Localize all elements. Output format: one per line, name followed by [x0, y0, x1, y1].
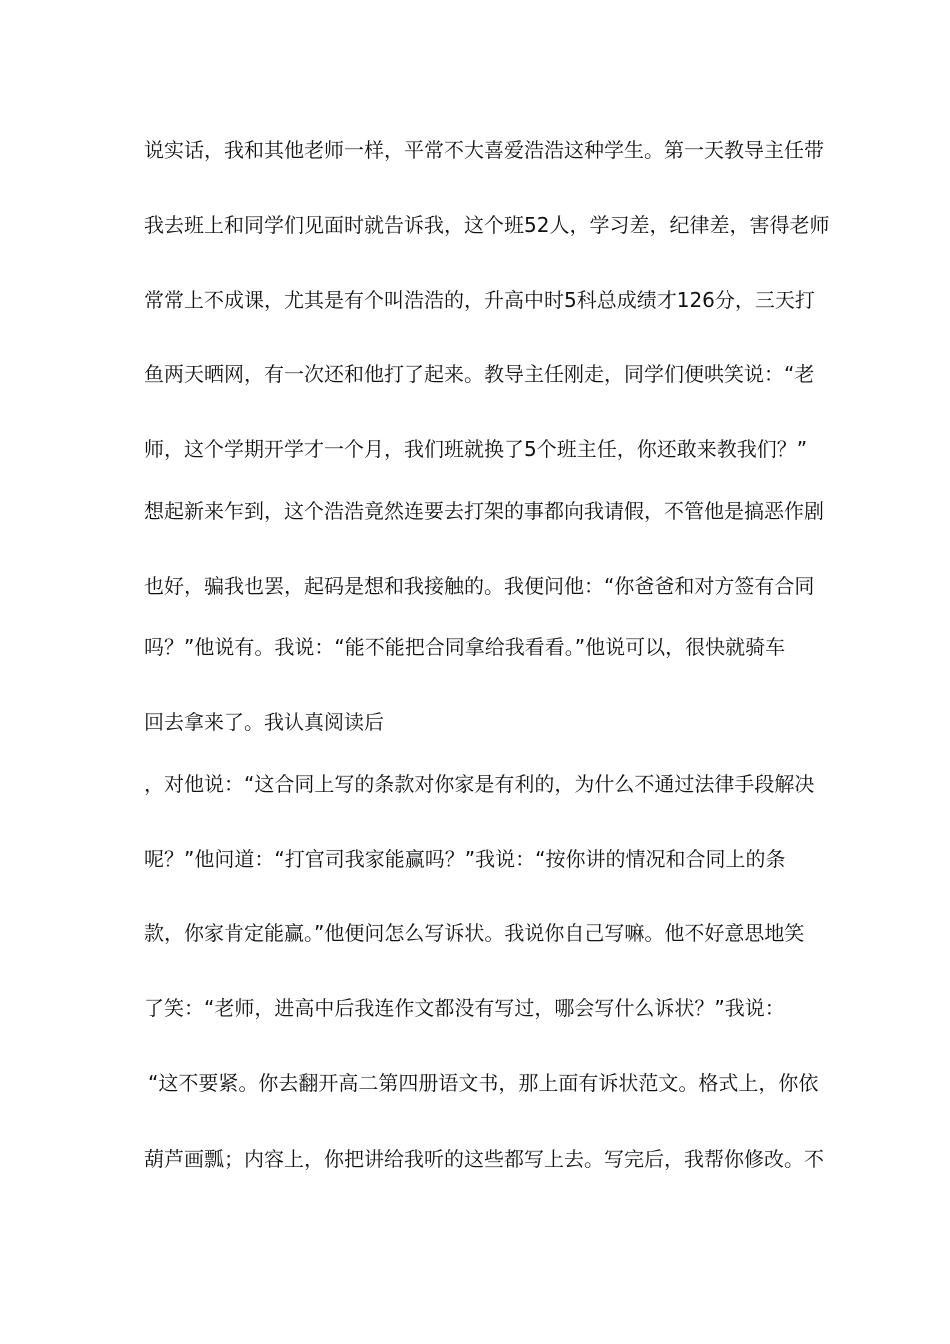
paragraph-line-13: 了笑：“老师，进高中后我连作文都没有写过，哪会写什么诉状？”我说：	[144, 996, 785, 1020]
paragraph-line-10: ，对他说：“这合同上写的条款对你家是有利的，为什么不通过法律手段解决	[144, 772, 815, 796]
paragraph-line-7: 也好，骗我也罢，起码是想和我接触的。我便问他：“你爸爸和对方签有合同	[144, 574, 815, 598]
paragraph-line-2: 我去班上和同学们见面时就告诉我，这个班52人，学习差，纪律差，害得老师	[144, 213, 830, 237]
paragraph-line-15: 葫芦画瓢；内容上，你把讲给我听的这些都写上去。写完后，我帮你修改。不	[144, 1147, 824, 1171]
paragraph-line-9: 回去拿来了。我认真阅读后	[144, 710, 384, 734]
paragraph-line-12: 款，你家肯定能赢。”他便问怎么写诉状。我说你自己写嘛。他不好意思地笑	[144, 921, 805, 945]
paragraph-line-11: 呢？”他问道：“打官司我家能赢吗？”我说：“按你讲的情况和合同上的条	[144, 847, 786, 871]
paragraph-line-1: 说实话，我和其他老师一样，平常不大喜爱浩浩这种学生。第一天教导主任带	[144, 138, 824, 162]
paragraph-line-5: 师，这个学期开学才一个月，我们班就换了5个班主任，你还敢来教我们？”	[144, 437, 808, 461]
paragraph-line-3: 常常上不成课，尤其是有个叫浩浩的，升高中时5科总成绩才126分，三天打	[144, 288, 815, 312]
paragraph-line-8: 吗？”他说有。我说：“能不能把合同拿给我看看。”他说可以，很快就骑车	[144, 635, 786, 659]
paragraph-line-6: 想起新来乍到，这个浩浩竟然连要去打架的事都向我请假，不管他是搞恶作剧	[144, 499, 824, 523]
paragraph-line-14: “这不要紧。你去翻开高二第四册语文书，那上面有诉状范文。格式上，你依	[148, 1071, 819, 1095]
paragraph-line-4: 鱼两天晒网，有一次还和他打了起来。教导主任刚走，同学们便哄笑说：“老	[144, 362, 815, 386]
